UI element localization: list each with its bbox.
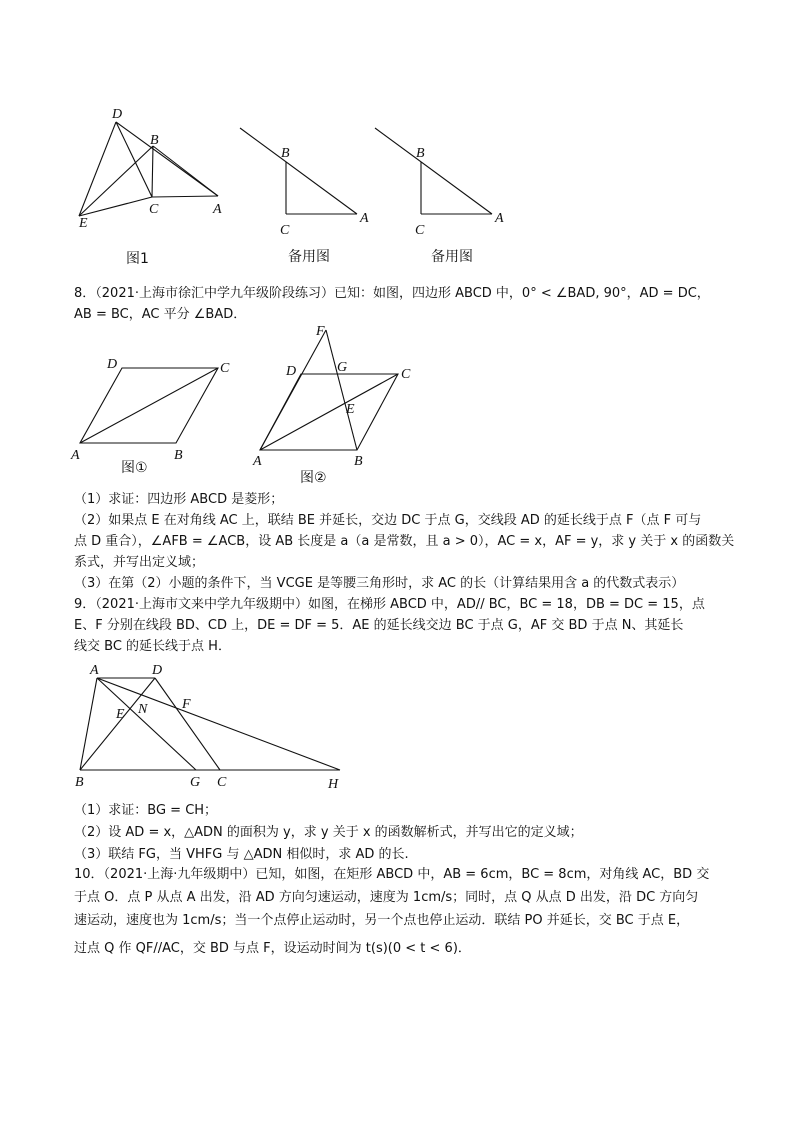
- label-b: B: [354, 454, 363, 469]
- q8-part3: （3）在第（2）小题的条件下，当 VCGE 是等腰三角形时，求 AC 的长（计算结果用含 a 的代数式表示）: [74, 576, 685, 591]
- q9-part2: （2）设 AD = x，△ADN 的面积为 y，求 y 关于 x 的函数解析式，并写出它的定义域；: [74, 825, 583, 840]
- label-f: F: [182, 697, 191, 712]
- q8-figure-2: [250, 320, 420, 490]
- label-c: C: [401, 367, 411, 382]
- label-f: F: [316, 324, 325, 339]
- figure-1: [60, 100, 240, 270]
- q10-line2: 于点 O．点 P 从点 A 出发，沿 AD 方向匀速运动，速度为 1cm/s；同时，点 Q 从点 D 出发，沿 DC 方向匀: [74, 890, 699, 905]
- label-c: C: [280, 223, 290, 238]
- label-c: C: [217, 775, 227, 790]
- label-b: B: [174, 448, 183, 463]
- q8-stem-line2: AB = BC，AC 平分 ∠BAD．: [74, 307, 247, 322]
- label-n: N: [138, 702, 148, 717]
- q8-part2-line2: 点 D 重合），∠AFB = ∠ACB，设 AB 长度是 a（a 是常数，且 a > 0），AC = x，AF = y，求 y 关于 x 的函数关: [74, 534, 735, 549]
- figure-caption: 备用图: [431, 249, 473, 265]
- label-a: A: [360, 211, 369, 226]
- figure-caption: 图①: [121, 460, 148, 476]
- q10-line1: 10．（2021·上海·九年级期中）已知，如图，在矩形 ABCD 中，AB = 6cm，BC = 8cm，对角线 AC，BD 交: [74, 867, 710, 882]
- label-c: C: [220, 361, 230, 376]
- label-a: A: [71, 448, 80, 463]
- q9-part1: （1）求证：BG = CH；: [74, 803, 218, 818]
- label-d: D: [112, 107, 123, 122]
- label-b: B: [75, 775, 84, 790]
- figure-caption: 备用图: [288, 249, 330, 265]
- q10-line4: 过点 Q 作 QF//AC，交 BD 与点 F，设运动时间为 t(s)(0 < t < 6)．: [74, 941, 471, 956]
- q8-part2-line1: （2）如果点 E 在对角线 AC 上，联结 BE 并延长，交边 DC 于点 G，交线段 AD 的延长线于点 F（点 F 可与: [74, 513, 702, 528]
- label-d: D: [152, 663, 163, 678]
- label-d: D: [107, 357, 118, 372]
- q9-stem-line3: 线交 BC 的延长线于点 H．: [74, 639, 231, 654]
- label-b: B: [416, 146, 425, 161]
- label-a: A: [495, 211, 504, 226]
- label-g: G: [337, 360, 348, 375]
- q8-figure-1: [66, 355, 246, 475]
- label-h: H: [328, 777, 339, 792]
- q9-part3: （3）联结 FG，当 VHFG 与 △ADN 相似时，求 AD 的长.: [74, 847, 409, 862]
- label-a: A: [90, 663, 99, 678]
- label-d: D: [286, 364, 297, 379]
- label-e: E: [116, 707, 125, 722]
- q9-stem-line2: E、F 分别在线段 BD、CD 上，DE = DF = 5．AE 的延长线交边 BC 于点 G，AF 交 BD 于点 N、其延长: [74, 618, 684, 633]
- q10-line3: 速运动，速度也为 1cm/s；当一个点停止运动时，另一个点也停止运动．联结 PO 并延长，交 BC 于点 E，: [74, 913, 690, 928]
- label-a: A: [213, 202, 222, 217]
- label-c: C: [415, 223, 425, 238]
- label-c: C: [149, 202, 159, 217]
- figure-caption: 图1: [126, 251, 149, 267]
- label-b: B: [281, 146, 290, 161]
- spare-figure-2: [370, 120, 530, 270]
- label-g: G: [190, 775, 201, 790]
- label-e: E: [79, 216, 88, 231]
- q8-part2-line3: 系式，并写出定义域；: [74, 555, 205, 570]
- q9-figure: [70, 660, 360, 795]
- label-a: A: [253, 454, 262, 469]
- q8-part1: （1）求证：四边形 ABCD 是菱形；: [74, 492, 284, 507]
- label-b: B: [150, 133, 159, 148]
- spare-figure-1: [235, 120, 385, 270]
- q9-stem-line1: 9．（2021·上海市文来中学九年级期中）如图，在梯形 ABCD 中，AD// BC，BC = 18，DB = DC = 15，点: [74, 597, 705, 612]
- q8-stem-line1: 8．（2021·上海市徐汇中学九年级阶段练习）已知：如图，四边形 ABCD 中，0° < ∠BAD, 90°，AD = DC，: [74, 286, 710, 301]
- figure-caption: 图②: [300, 470, 327, 486]
- label-e: E: [346, 402, 355, 417]
